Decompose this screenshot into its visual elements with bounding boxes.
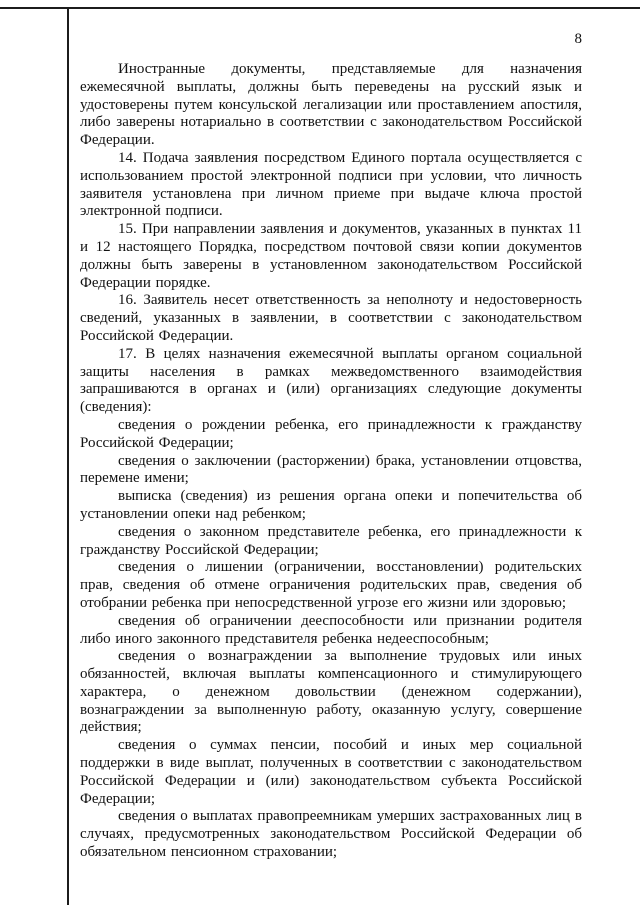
- paragraph: 17. В целях назначения ежемесячной выплаты органом социальной защиты населения в рамках межведомственного взаимодействия запрашиваются в органах и (или) организациях следующие документы (сведения):: [80, 345, 582, 416]
- paragraph: сведения о рождении ребенка, его принадлежности к гражданству Российской Федерации;: [80, 416, 582, 451]
- paragraph: сведения о лишении (ограничении, восстановлении) родительских прав, сведения об отмене ограничения родительских прав, сведения об отобрании ребенка при непосредственной угрозе его жизни или здоровью;: [80, 559, 582, 611]
- page-number: 8: [574, 31, 582, 47]
- scan-border-left: [67, 7, 69, 905]
- document-body: [80, 61, 582, 862]
- paragraph: сведения о заключении (расторжении) брака, установлении отцовства, перемене имени;: [80, 452, 582, 487]
- paragraph: сведения о вознаграждении за выполнение трудовых или иных обязанностей, включая выплаты компенсационного и стимулирующего характера, о денежном довольствии (денежном содержании), вознаграждении за выполненную работу, оказанную услугу, совершение действия;: [80, 648, 582, 736]
- paragraph: 16. Заявитель несет ответственность за неполноту и недостоверность сведений, указанных в заявлении, в соответствии с законодательством Российской Федерации.: [80, 292, 582, 344]
- page-content: [80, 30, 582, 862]
- paragraph: 14. Подача заявления посредством Единого портала осуществляется с использованием простой электронной подписи при условии, что личность заявителя установлена при личном приеме при выдаче ключа простой электронной подписи.: [80, 149, 582, 220]
- paragraph: сведения о выплатах правопреемникам умерших застрахованных лиц в случаях, предусмотренных законодательством Российской Федерации об обязательном пенсионном страховании;: [80, 808, 582, 861]
- paragraph: Иностранные документы, представляемые для назначения ежемесячной выплаты, должны быть переведены на русский язык и удостоверены путем консульской легализации или проставлением апостиля, либо заверены нотариально в соответствии с законодательством Российской Федерации.: [80, 61, 582, 149]
- paragraph: сведения об ограничении дееспособности или признании родителя либо иного законного представителя ребенка недееспособным;: [80, 612, 582, 647]
- paragraph: выписка (сведения) из решения органа опеки и попечительства об установлении опеки над ребенком;: [80, 488, 582, 522]
- paragraph: 15. При направлении заявления и документов, указанных в пунктах 11 и 12 настоящего Порядка, посредством почтовой связи копии документов должны быть заверены в установленном законодательством Российской Федерации порядке.: [80, 221, 582, 291]
- paragraph: сведения о суммах пенсии, пособий и иных мер социальной поддержки в виде выплат, полученных в соответствии с законодательством Российской Федерации и (или) законодательством субъекта Российской Федерации;: [80, 737, 582, 807]
- scan-border-top: [0, 7, 640, 9]
- paragraph: сведения о законном представителе ребенка, его принадлежности к гражданству Российской Федерации;: [80, 523, 582, 558]
